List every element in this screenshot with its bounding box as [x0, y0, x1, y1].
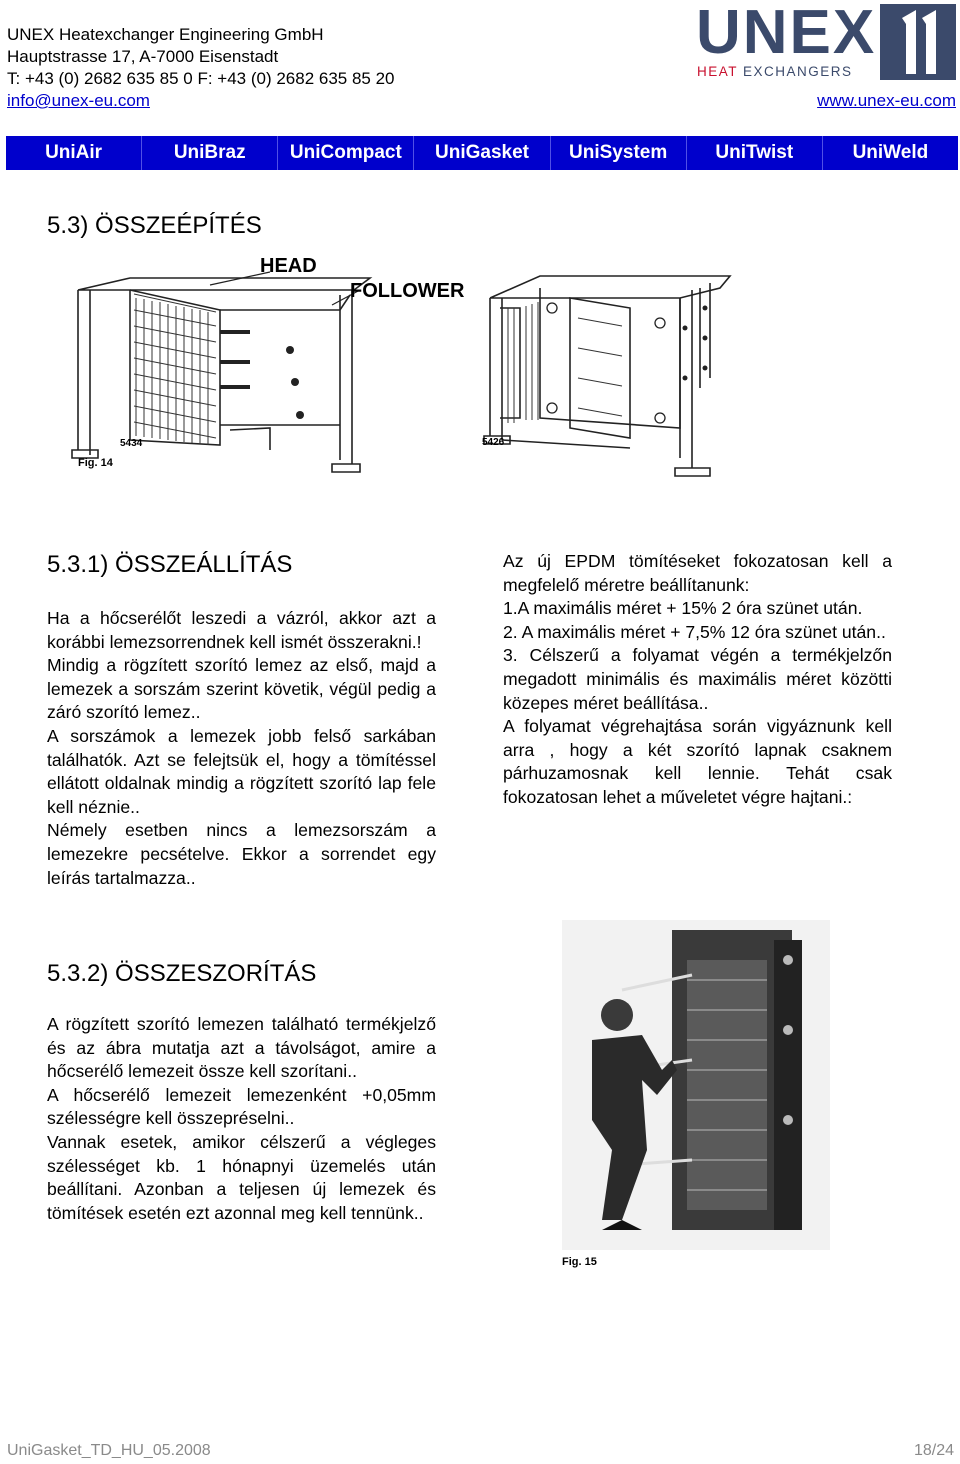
- label-follower: FOLLOWER: [350, 280, 465, 302]
- nav-uniair[interactable]: UniAir: [6, 136, 142, 170]
- company-address: Hauptstrasse 17, A-7000 Eisenstadt: [7, 47, 279, 66]
- footer-doc-id: UniGasket_TD_HU_05.2008: [7, 1442, 211, 1459]
- gasket-para-3: 2. A maximális méret + 7,5% 12 óra szünet után..: [503, 621, 886, 642]
- gasket-para-4: 3. Célszerű a folyamat végén a termékjelzőn megadott minimális és maximális méret közötti közepes méret beállítása..: [503, 645, 892, 713]
- assembly-text: [47, 607, 436, 890]
- product-nav: [6, 136, 958, 170]
- nav-unicompact[interactable]: UniCompact: [278, 136, 414, 170]
- nav-unisystem[interactable]: UniSystem: [551, 136, 687, 170]
- subsection-assembly-title: 5.3.1) ÖSSZEÁLLÍTÁS: [47, 551, 293, 578]
- operator-photo: [562, 920, 830, 1250]
- assembly-para-1: Ha a hőcserélőt leszedi a vázról, akkor azt a korábbi lemezsorrendnek kell ismét összerakni.!: [47, 608, 436, 652]
- gasket-para-5: A folyamat végrehajtása során vigyáznunk kell arra , hogy a két szorító lapnak csaknem párhuzamosnak kell lennie. Tehát csak fokozatosan lehet a műveletet végre hajtani.:: [503, 716, 892, 807]
- company-phone: T: +43 (0) 2682 635 85 0 F: +43 (0) 2682 635 85 20: [7, 69, 395, 88]
- figure-15-photo: [562, 920, 830, 1268]
- gasket-para-2: 1.A maximális méret + 15% 2 óra szünet után.: [503, 598, 863, 619]
- gasket-para-1: Az új EPDM tömítéseket fokozatosan kell a megfelelő méretre beállítanunk:: [503, 551, 892, 595]
- nav-unigasket[interactable]: UniGasket: [414, 136, 550, 170]
- figure-14-caption: Fig. 14: [78, 457, 113, 469]
- compression-text: [47, 1013, 436, 1225]
- company-name: UNEX Heatexchanger Engineering GmbH: [7, 25, 324, 44]
- logo-tagline-heat: HEAT: [697, 64, 738, 79]
- email-link[interactable]: info@unex-eu.com: [7, 91, 150, 110]
- logo-mark-icon: [880, 4, 956, 80]
- heat-exchanger-drawing: [70, 250, 490, 480]
- nav-unibraz[interactable]: UniBraz: [142, 136, 278, 170]
- compression-para-1: A rögzített szorító lemezen található termékjelző és az ábra mutatja azt a távolságot, amire a hőcserélő lemezeit össze kell szorítani..: [47, 1014, 436, 1082]
- label-head: HEAD: [260, 255, 317, 277]
- assembly-para-4: Némely esetben nincs a lemezsorszám a lemezekre pecsételve. Ekkor a sorrendet egy leírás tartalmazza..: [47, 820, 436, 888]
- code-right: 5426: [482, 437, 505, 448]
- figure-14-right: [480, 268, 740, 478]
- section-title: 5.3) ÖSSZEÉPÍTÉS: [47, 212, 262, 239]
- nav-uniweld[interactable]: UniWeld: [852, 142, 929, 163]
- heat-exchanger-drawing-right: [480, 268, 740, 478]
- footer-page-number: 18/24: [913, 1442, 954, 1459]
- logo-tagline-rest: EXCHANGERS: [737, 64, 853, 79]
- assembly-para-2: Mindig a rögzített szorító lemez az első, majd a lemezek a sorszám szerint követik, végül pedig a záró szorító lemez..: [47, 655, 436, 723]
- nav-unitwist[interactable]: UniTwist: [687, 136, 823, 170]
- compression-para-3: Vannak esetek, amikor célszerű a végleges szélességet kb. 1 hónapnyi üzemelés után beállítani. Azonban a teljesen új lemezek és tömítések esetén ezt azonnal meg kell tennünk..: [47, 1131, 436, 1223]
- assembly-para-3: A sorszámok a lemezek jobb felső sarkában találhatók. Azt se felejtsük el, hogy a tömítéssel ellátott oldalnak mindig a rögzített szorító lap fele kell néznie..: [47, 725, 436, 817]
- figure-15-caption: Fig. 15: [562, 1256, 597, 1268]
- code-left: 5434: [120, 438, 143, 449]
- subsection-compression-title: 5.3.2) ÖSSZESZORÍTÁS: [47, 960, 317, 987]
- compression-para-2: A hőcserélő lemezeit lemezenként +0,05mm szélességre kell összepréselni..: [47, 1084, 436, 1129]
- logo-tagline: [697, 64, 853, 80]
- website-link[interactable]: www.unex-eu.com: [817, 91, 956, 110]
- figure-14: [70, 250, 490, 480]
- logo-wordmark: UNEX: [696, 0, 877, 67]
- gasket-adjust-text: [503, 550, 892, 810]
